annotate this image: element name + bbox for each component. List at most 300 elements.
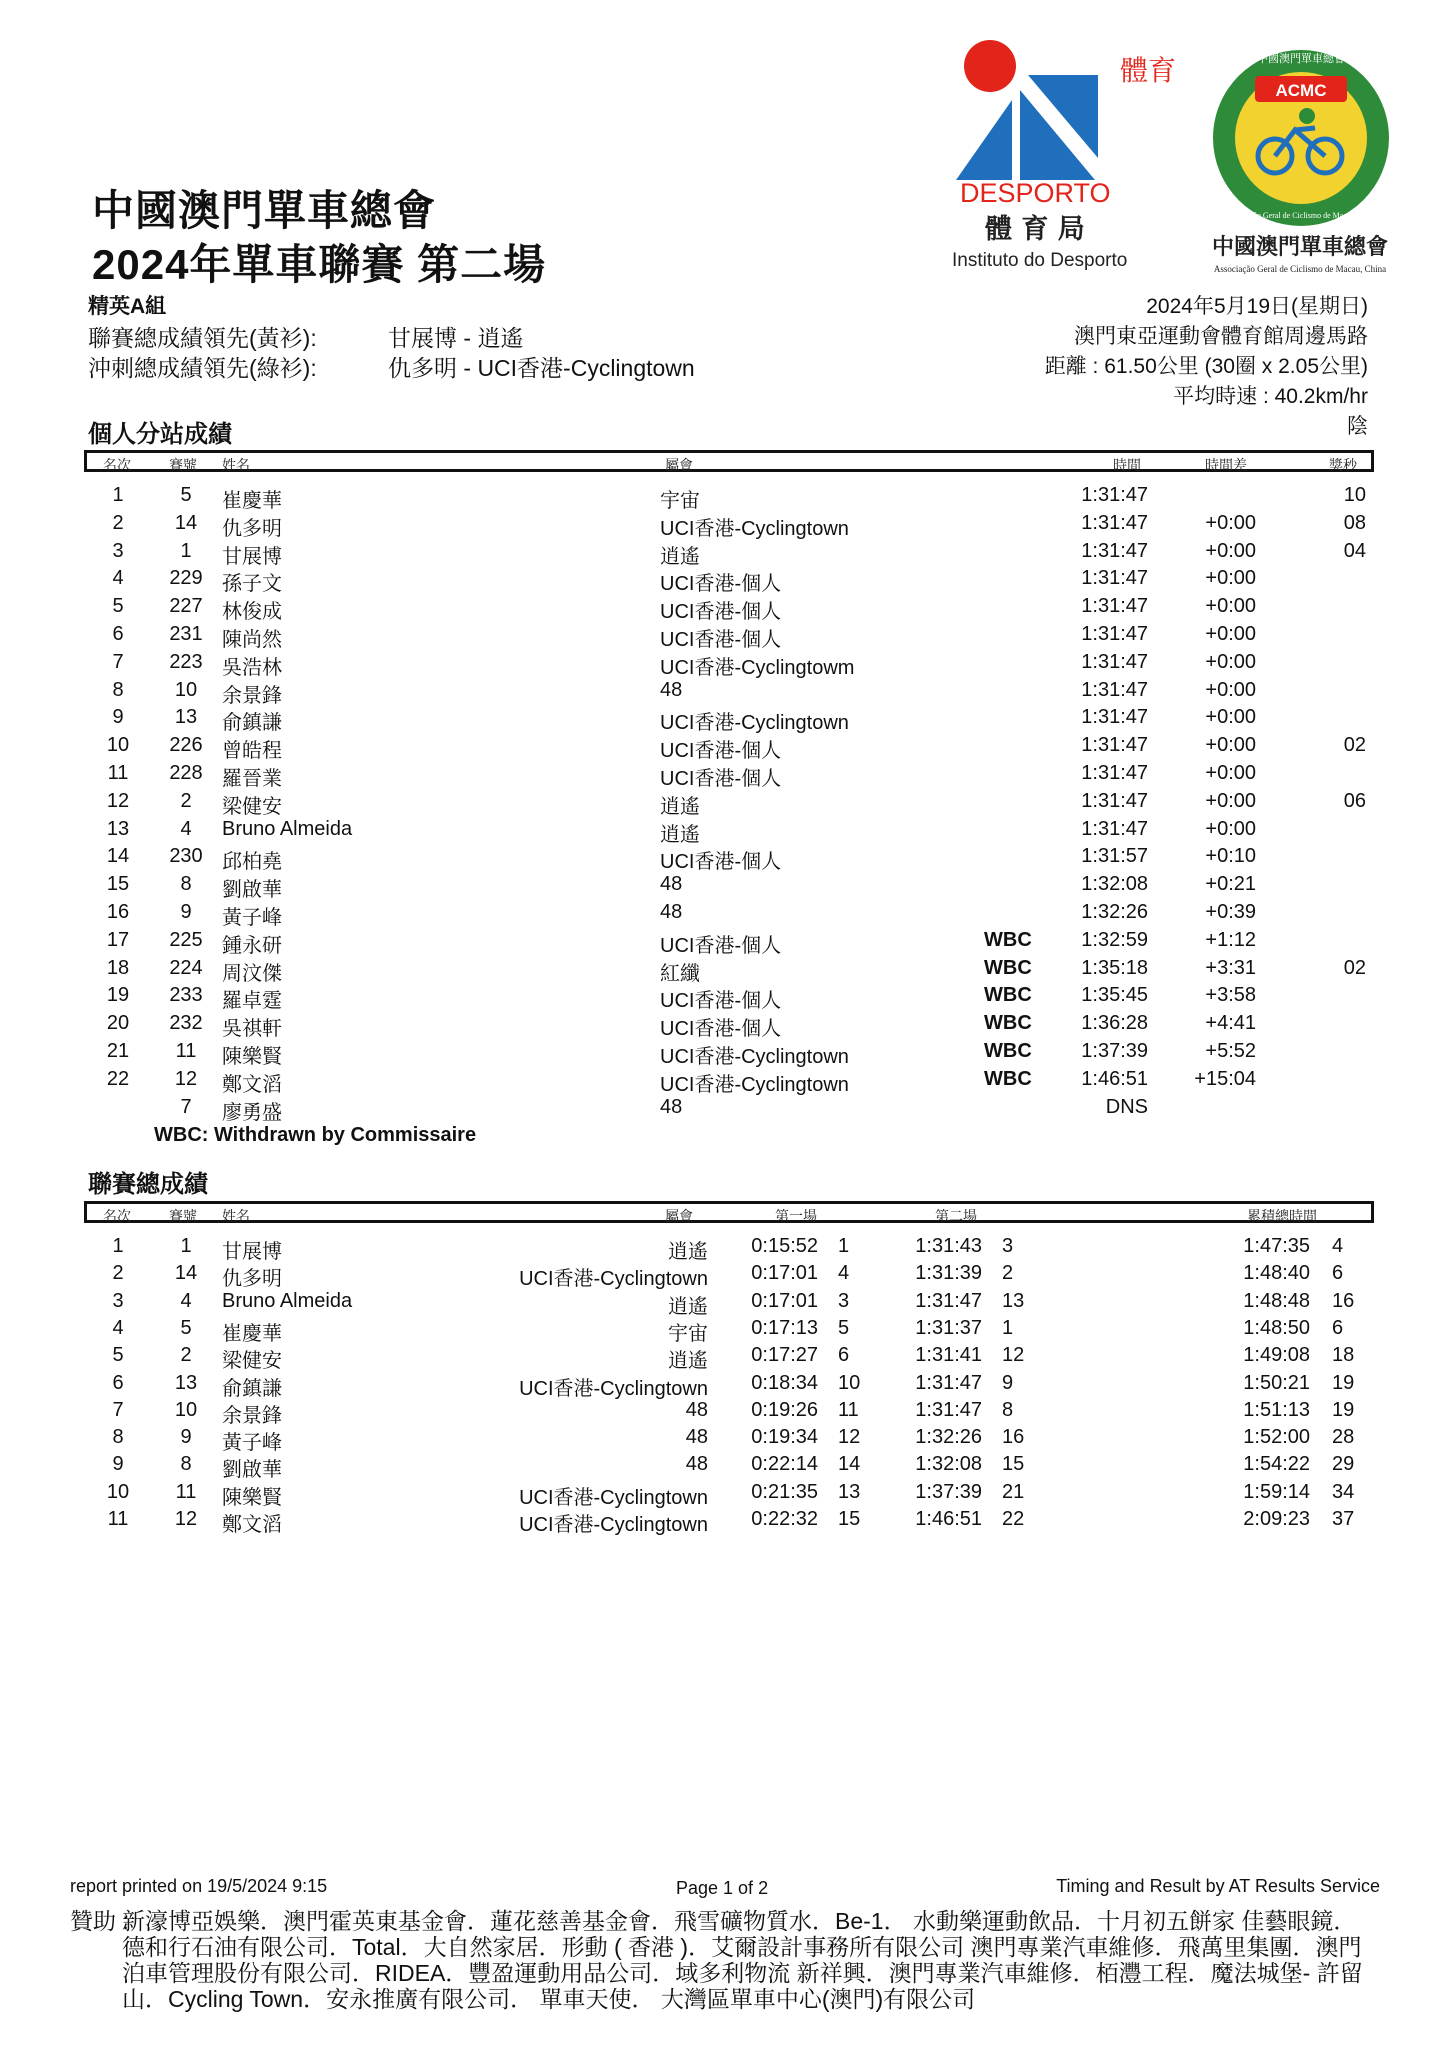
cell-time: 1:31:47 — [1081, 650, 1148, 673]
acmc-logo — [1195, 28, 1405, 278]
table-row — [0, 734, 1448, 762]
cell-name: 余景鋒 — [222, 1404, 282, 1427]
cell-team: 逍遙 — [668, 1241, 708, 1263]
cell-bib: 7 — [180, 1095, 192, 1118]
cell-rank: 2 — [112, 511, 124, 534]
sponsor-label: 贊助 : — [70, 1908, 129, 1934]
cell-team: UCI香港-Cyclingtown — [660, 517, 849, 540]
cell-stage2-time: 1:46:51 — [915, 1508, 982, 1530]
table-row — [0, 957, 1448, 985]
cell-time: 1:46:51 — [1081, 1067, 1148, 1090]
cell-name: 俞鎮謙 — [222, 1377, 282, 1400]
cell-gap: +0:00 — [1205, 650, 1256, 673]
cell-name: 廖勇盛 — [222, 1101, 282, 1124]
cell-bib: 230 — [169, 845, 203, 868]
desporto-vertical-1: 體育 — [1120, 54, 1177, 87]
cell-team: 48 — [660, 678, 683, 701]
cell-bib: 8 — [180, 873, 192, 896]
cell-time: 1:35:45 — [1081, 984, 1148, 1007]
table-row — [0, 1040, 1448, 1068]
cell-gap: +5:52 — [1205, 1040, 1256, 1062]
cell-stage1-pos: 14 — [838, 1453, 861, 1476]
table-row — [0, 1426, 1448, 1454]
acmc-ring-top: 中國澳門單車總會 — [1257, 52, 1345, 65]
cell-stage2-pos: 2 — [1002, 1262, 1014, 1285]
table-row — [0, 1317, 1448, 1345]
cell-status: WBC — [984, 956, 1032, 979]
race-distance: 距離 : 61.50公里 (30圈 x 2.05公里) — [1044, 355, 1368, 378]
cell-rank: 19 — [106, 984, 130, 1007]
cell-team: 48 — [660, 873, 683, 896]
cell-stage2-time: 1:31:47 — [915, 1289, 982, 1312]
group-name: 精英A組 — [88, 295, 167, 318]
cell-stage1-time: 0:22:32 — [751, 1508, 818, 1530]
cell-bib: 228 — [169, 762, 203, 784]
cell-total-time: 1:49:08 — [1243, 1344, 1310, 1367]
cell-name: 周汶傑 — [222, 962, 282, 985]
acmc-abbr: ACMC — [1275, 81, 1327, 100]
cell-stage2-time: 1:31:43 — [915, 1235, 982, 1257]
cell-status: WBC — [984, 1012, 1032, 1035]
cell-name: 余景鋒 — [222, 684, 282, 707]
table-row — [0, 651, 1448, 679]
cell-team: 逍遙 — [660, 795, 700, 818]
ocol-team: 屬會 — [665, 1210, 693, 1225]
cell-stage1-time: 0:19:34 — [751, 1426, 818, 1449]
cell-time: 1:31:47 — [1081, 734, 1148, 757]
race-weather: 陰 — [1347, 415, 1368, 438]
cell-team: 48 — [685, 1453, 708, 1476]
cell-team: UCI香港-Cyclingtown — [519, 1377, 708, 1400]
stage-header — [84, 450, 1374, 472]
cell-name: 劉啟華 — [222, 1459, 282, 1482]
cell-name: 鄭文滔 — [222, 1514, 282, 1536]
cell-time: 1:32:59 — [1081, 928, 1148, 951]
table-row — [0, 1096, 1448, 1124]
cell-rank: 15 — [106, 873, 130, 896]
cell-total-time: 1:48:40 — [1243, 1262, 1310, 1285]
ocol-r2: 第二場 — [935, 1210, 977, 1225]
cell-stage1-pos: 10 — [838, 1371, 861, 1394]
cell-bib: 225 — [169, 928, 203, 951]
cell-gap: +15:04 — [1194, 1067, 1256, 1090]
table-row — [0, 1235, 1448, 1263]
cell-stage2-time: 1:32:26 — [915, 1426, 982, 1449]
cell-team: UCI香港-Cyclingtown — [519, 1268, 708, 1291]
cell-total-pos: 18 — [1332, 1344, 1355, 1367]
cell-gap: +4:41 — [1205, 1012, 1256, 1035]
cell-bib: 231 — [169, 623, 203, 645]
timing-credit: Timing and Result by AT Results Service — [1056, 1876, 1380, 1896]
col-rank: 名次 — [103, 459, 131, 474]
desporto-brand: DESPORTO — [960, 178, 1111, 208]
cell-team: 48 — [685, 1398, 708, 1421]
cell-bib: 227 — [169, 595, 203, 618]
table-row — [0, 762, 1448, 790]
cell-total-time: 1:48:48 — [1243, 1289, 1310, 1312]
cell-time: 1:31:47 — [1081, 623, 1148, 645]
cell-time: 1:31:57 — [1081, 845, 1148, 868]
title-line1: 中國澳門單車總會 — [92, 187, 437, 234]
table-row — [0, 1290, 1448, 1318]
cell-rank: 4 — [112, 567, 124, 590]
cell-total-pos: 29 — [1332, 1453, 1355, 1476]
cell-team: UCI香港-Cyclingtown — [660, 1046, 849, 1068]
table-row — [0, 1262, 1448, 1290]
cell-team: UCI香港-Cyclingtowm — [660, 656, 855, 679]
cell-gap: +0:00 — [1205, 623, 1256, 645]
table-row — [0, 1508, 1448, 1536]
cell-gap: +0:00 — [1205, 511, 1256, 534]
cell-gap: +0:00 — [1205, 706, 1256, 729]
cell-name: 崔慶華 — [222, 490, 282, 512]
cell-time: 1:32:26 — [1081, 901, 1148, 923]
cell-status: WBC — [984, 984, 1032, 1007]
cell-bib: 10 — [174, 1398, 198, 1421]
cell-bib: 13 — [174, 706, 198, 729]
table-row — [0, 484, 1448, 512]
page-number: Page 1 of 2 — [676, 1878, 769, 1898]
race-avg-speed: 平均時速 : 40.2km/hr — [1173, 385, 1368, 408]
acmc-pt: Associação Geral de Ciclismo de Macau, China — [1213, 264, 1387, 274]
cell-name: 邱柏堯 — [222, 851, 282, 874]
col-team: 屬會 — [665, 459, 693, 474]
sponsor-text: 新濠博亞娛樂．澳門霍英東基金會．蓮花慈善基金會．飛雪礦物質水．Be-1． 水動樂運動飲品．十月初五餅家 佳藝眼鏡．德和行石油有限公司．Total．大自然家居．形動 ( 香港 )．艾爾設計事務所有限公司 澳門專業汽車維修．飛萬里集團．澳門泊車管理股份有限公司．RIDEA．豐盈運動用品公司．域多利物流 新祥興．澳門專業汽車維修．栢灃工程．魔法城堡- 許留山．Cycling Town．安永推廣有限公司． 單車天使． 大灣區單車中心(澳門)有限公司 — [122, 1908, 1363, 2012]
cell-name: 梁健安 — [222, 1350, 282, 1373]
col-bonus: 獎秒 — [1329, 459, 1357, 474]
cell-bib: 14 — [174, 1262, 198, 1285]
cell-time: 1:31:47 — [1081, 595, 1148, 618]
cell-bib: 224 — [169, 956, 203, 979]
cell-team: 逍遙 — [668, 1295, 708, 1318]
cell-time: 1:36:28 — [1081, 1012, 1148, 1035]
overall-section-title: 聯賽總成績 — [88, 1171, 208, 1198]
cell-rank: 3 — [112, 539, 124, 562]
cell-rank: 13 — [106, 817, 130, 840]
table-row — [0, 1481, 1448, 1509]
cell-stage2-time: 1:31:41 — [915, 1344, 982, 1367]
cell-bib: 12 — [174, 1067, 198, 1090]
cell-stage2-pos: 9 — [1002, 1371, 1014, 1394]
cell-stage1-pos: 1 — [838, 1235, 850, 1257]
cell-total-pos: 37 — [1332, 1508, 1355, 1530]
cell-status: WBC — [984, 928, 1032, 951]
cell-gap: +3:58 — [1205, 984, 1256, 1007]
cell-total-pos: 6 — [1332, 1316, 1344, 1339]
cell-team: 48 — [685, 1426, 708, 1449]
cell-time: 1:31:47 — [1081, 678, 1148, 701]
table-row — [0, 873, 1448, 901]
cell-stage2-time: 1:31:39 — [915, 1262, 982, 1285]
cell-bib: 2 — [180, 1344, 192, 1367]
cell-name: 黃子峰 — [222, 1432, 282, 1455]
cell-bib: 223 — [169, 650, 203, 673]
cell-team: 逍遙 — [660, 545, 700, 568]
cell-stage2-pos: 8 — [1002, 1398, 1014, 1421]
cell-team: UCI香港-個人 — [660, 740, 782, 763]
cell-stage2-time: 1:32:08 — [915, 1453, 982, 1476]
cell-total-pos: 6 — [1332, 1262, 1344, 1285]
cell-bib: 232 — [169, 1012, 203, 1035]
table-row — [0, 845, 1448, 873]
cell-rank: 18 — [106, 956, 130, 979]
cell-team: UCI香港-個人 — [660, 573, 782, 596]
cell-name: Bruno Almeida — [222, 1289, 353, 1312]
cell-rank: 20 — [106, 1012, 130, 1035]
cell-time: 1:31:47 — [1081, 539, 1148, 562]
wbc-note: WBC: Withdrawn by Commissaire — [154, 1124, 477, 1146]
cell-team: 48 — [660, 1095, 683, 1118]
cell-rank: 21 — [106, 1040, 130, 1062]
cell-time: 1:31:47 — [1081, 511, 1148, 534]
stage-section-title: 個人分站成績 — [88, 421, 232, 448]
table-row — [0, 595, 1448, 623]
cell-bib: 12 — [174, 1508, 198, 1530]
cell-rank: 2 — [112, 1262, 124, 1285]
table-row — [0, 706, 1448, 734]
cell-stage2-time: 1:31:37 — [915, 1316, 982, 1339]
cell-bib: 226 — [169, 734, 203, 757]
cell-rank: 6 — [112, 1371, 124, 1394]
cell-team: 48 — [660, 901, 683, 923]
cell-gap: +0:39 — [1205, 901, 1256, 923]
cell-time: 1:31:47 — [1081, 762, 1148, 784]
col-name: 姓名 — [222, 459, 250, 474]
cell-total-pos: 19 — [1332, 1398, 1355, 1421]
cell-stage1-time: 0:22:14 — [751, 1453, 818, 1476]
cell-name: 孫子文 — [222, 573, 282, 596]
overall-header — [84, 1201, 1374, 1223]
cell-stage1-pos: 12 — [838, 1426, 861, 1449]
col-time: 時間 — [1113, 459, 1141, 474]
cell-stage2-pos: 22 — [1002, 1508, 1025, 1530]
cell-rank: 7 — [112, 650, 124, 673]
cell-rank: 10 — [106, 734, 130, 757]
cell-team: UCI香港-個人 — [660, 934, 782, 957]
cell-team: UCI香港-個人 — [660, 990, 782, 1013]
cell-gap: +0:00 — [1205, 817, 1256, 840]
cell-stage2-time: 1:31:47 — [915, 1371, 982, 1394]
cell-total-time: 1:59:14 — [1243, 1480, 1310, 1503]
cell-total-time: 1:52:00 — [1243, 1426, 1310, 1449]
cell-gap: +1:12 — [1205, 928, 1256, 951]
table-row — [0, 1344, 1448, 1372]
cell-name: 陳樂賢 — [222, 1046, 282, 1068]
col-bib: 賽號 — [169, 459, 197, 474]
cell-name: 吳祺軒 — [222, 1018, 282, 1041]
cell-bib: 8 — [180, 1453, 192, 1476]
cell-time: 1:37:39 — [1081, 1040, 1148, 1062]
cell-total-pos: 34 — [1332, 1480, 1355, 1503]
race-date: 2024年5月19日(星期日) — [1146, 295, 1368, 318]
cell-stage1-time: 0:17:13 — [751, 1316, 818, 1339]
cell-team: UCI香港-個人 — [660, 629, 782, 651]
cell-stage1-time: 0:18:34 — [751, 1371, 818, 1394]
cell-rank: 12 — [106, 789, 130, 812]
desporto-logo — [950, 30, 1177, 275]
cell-stage1-pos: 4 — [838, 1262, 850, 1285]
cell-rank: 16 — [106, 901, 130, 923]
cell-name: 鄭文滔 — [222, 1073, 282, 1096]
acmc-cn: 中國澳門單車總會 — [1211, 234, 1389, 260]
cell-bonus: 04 — [1343, 539, 1366, 562]
ocol-total: 累積總時間 — [1247, 1210, 1317, 1225]
cell-time: 1:31:47 — [1081, 706, 1148, 729]
cell-total-pos: 16 — [1332, 1289, 1355, 1312]
cell-stage1-time: 0:17:27 — [751, 1344, 818, 1367]
cell-stage2-pos: 3 — [1002, 1235, 1014, 1257]
cell-total-time: 1:48:50 — [1243, 1316, 1310, 1339]
cell-team: 逍遙 — [660, 823, 700, 846]
cell-team: UCI香港-Cyclingtown — [519, 1486, 708, 1509]
cell-team: UCI香港-個人 — [660, 1018, 782, 1041]
cell-gap: +3:31 — [1205, 956, 1256, 979]
cell-bib: 5 — [180, 484, 192, 506]
cell-stage2-pos: 12 — [1002, 1344, 1025, 1367]
blue-triangle-left-icon — [956, 100, 1012, 180]
cell-total-time: 1:50:21 — [1243, 1371, 1310, 1394]
cell-bib: 11 — [175, 1480, 197, 1503]
table-row — [0, 790, 1448, 818]
cell-rank: 9 — [112, 706, 124, 729]
cell-rank: 1 — [112, 484, 124, 506]
cyclist-head-icon — [1299, 108, 1315, 124]
cell-total-time: 1:54:22 — [1243, 1453, 1310, 1476]
cell-time: 1:31:47 — [1081, 817, 1148, 840]
cell-stage1-time: 0:15:52 — [751, 1235, 818, 1257]
cell-time: 1:31:47 — [1081, 567, 1148, 590]
cell-stage2-pos: 16 — [1002, 1426, 1025, 1449]
cell-stage2-pos: 1 — [1002, 1316, 1014, 1339]
cell-team: 宇宙 — [668, 1322, 708, 1345]
cell-stage1-pos: 3 — [838, 1289, 850, 1312]
cell-bib: 1 — [180, 539, 192, 562]
cell-total-time: 2:09:23 — [1243, 1508, 1310, 1530]
cell-gap: +0:00 — [1205, 678, 1256, 701]
cell-gap: +0:21 — [1205, 873, 1256, 896]
cell-name: 吳浩林 — [222, 656, 282, 679]
cell-status: WBC — [984, 1040, 1032, 1062]
cell-name: 仇多明 — [222, 517, 282, 540]
ocol-rank: 名次 — [103, 1210, 131, 1225]
table-row — [0, 1068, 1448, 1096]
cell-time: DNS — [1105, 1095, 1148, 1118]
yellow-jersey-label: 聯賽總成績領先(黃衫): — [88, 325, 317, 351]
cell-name: Bruno Almeida — [222, 817, 353, 840]
cell-stage1-pos: 11 — [838, 1398, 859, 1421]
cell-gap: +0:10 — [1205, 845, 1256, 868]
table-row — [0, 567, 1448, 595]
cell-gap: +0:00 — [1205, 567, 1256, 590]
table-row — [0, 1399, 1448, 1427]
cell-bib: 4 — [180, 1289, 192, 1312]
acmc-ring-bottom: Associação Geral de Ciclismo de Macau, China — [1224, 211, 1378, 220]
yellow-jersey-value: 甘展博 - 逍遙 — [388, 325, 524, 351]
table-row — [0, 512, 1448, 540]
cell-time: 1:32:08 — [1081, 873, 1148, 896]
cell-name: 陳尚然 — [222, 629, 282, 651]
cell-name: 梁健安 — [222, 795, 282, 818]
cell-team: UCI香港-Cyclingtown — [519, 1514, 708, 1536]
cell-bib: 13 — [174, 1371, 198, 1394]
cell-gap: +0:00 — [1205, 762, 1256, 784]
cell-stage2-pos: 21 — [1002, 1480, 1025, 1503]
cell-bib: 5 — [180, 1316, 192, 1339]
cell-bib: 10 — [174, 678, 198, 701]
cell-name: 俞鎮謙 — [222, 712, 282, 735]
cell-stage2-pos: 15 — [1002, 1453, 1025, 1476]
table-row — [0, 1372, 1448, 1400]
table-row — [0, 901, 1448, 929]
cell-rank: 11 — [107, 762, 129, 784]
table-row — [0, 623, 1448, 651]
table-row — [0, 929, 1448, 957]
cell-rank: 6 — [112, 623, 124, 645]
cell-stage1-pos: 5 — [838, 1316, 850, 1339]
desporto-cn: 體 育 局 — [985, 214, 1085, 245]
ocol-r1: 第一場 — [775, 1210, 817, 1225]
cell-name: 仇多明 — [222, 1268, 282, 1291]
cell-bib: 11 — [175, 1040, 197, 1062]
cell-status: WBC — [984, 1067, 1032, 1090]
cell-name: 甘展博 — [222, 1241, 282, 1263]
cell-name: 崔慶華 — [222, 1322, 282, 1345]
table-row — [0, 679, 1448, 707]
cell-bonus: 02 — [1343, 734, 1366, 757]
cell-stage1-pos: 6 — [838, 1344, 850, 1367]
cell-rank: 8 — [112, 678, 124, 701]
cell-stage2-time: 1:31:47 — [915, 1398, 982, 1421]
cell-name: 黃子峰 — [222, 907, 282, 929]
ocol-name: 姓名 — [222, 1210, 250, 1225]
cell-name: 劉啟華 — [222, 879, 282, 902]
col-gap: 時間差 — [1205, 459, 1247, 474]
ocol-bib: 賽號 — [169, 1210, 197, 1225]
cell-rank: 9 — [112, 1453, 124, 1476]
cell-bonus: 10 — [1343, 484, 1366, 506]
printed-date: report printed on 19/5/2024 9:15 — [70, 1876, 328, 1896]
cell-bib: 2 — [180, 789, 192, 812]
cell-name: 鍾永研 — [222, 934, 282, 957]
table-row — [0, 984, 1448, 1012]
cell-time: 1:35:18 — [1081, 956, 1148, 979]
cell-name: 陳樂賢 — [222, 1486, 282, 1509]
table-row — [0, 1012, 1448, 1040]
cell-bib: 9 — [180, 1426, 192, 1449]
green-jersey-value: 仇多明 - UCI香港-Cyclingtown — [388, 355, 695, 381]
table-row — [0, 818, 1448, 846]
cell-bib: 4 — [180, 817, 192, 840]
cell-rank: 4 — [112, 1316, 124, 1339]
cell-bib: 1 — [180, 1235, 192, 1257]
cell-time: 1:31:47 — [1081, 484, 1148, 506]
desporto-pt: Instituto do Desporto — [952, 250, 1128, 271]
cell-team: UCI香港-個人 — [660, 851, 782, 874]
cell-bib: 9 — [180, 901, 192, 923]
cell-gap: +0:00 — [1205, 595, 1256, 618]
cell-stage1-time: 0:17:01 — [751, 1262, 818, 1285]
cell-stage1-time: 0:21:35 — [751, 1480, 818, 1503]
cell-rank: 11 — [107, 1508, 129, 1530]
green-jersey-label: 沖刺總成績領先(綠衫): — [88, 355, 317, 381]
cell-name: 曾皓程 — [222, 740, 282, 763]
cell-bib: 229 — [169, 567, 203, 590]
cell-team: 逍遙 — [668, 1350, 708, 1373]
title-line2: 2024年單車聯賽 第二場 — [92, 241, 547, 288]
cell-rank: 7 — [112, 1398, 124, 1421]
cell-bib: 233 — [169, 984, 203, 1007]
cell-gap: +0:00 — [1205, 789, 1256, 812]
